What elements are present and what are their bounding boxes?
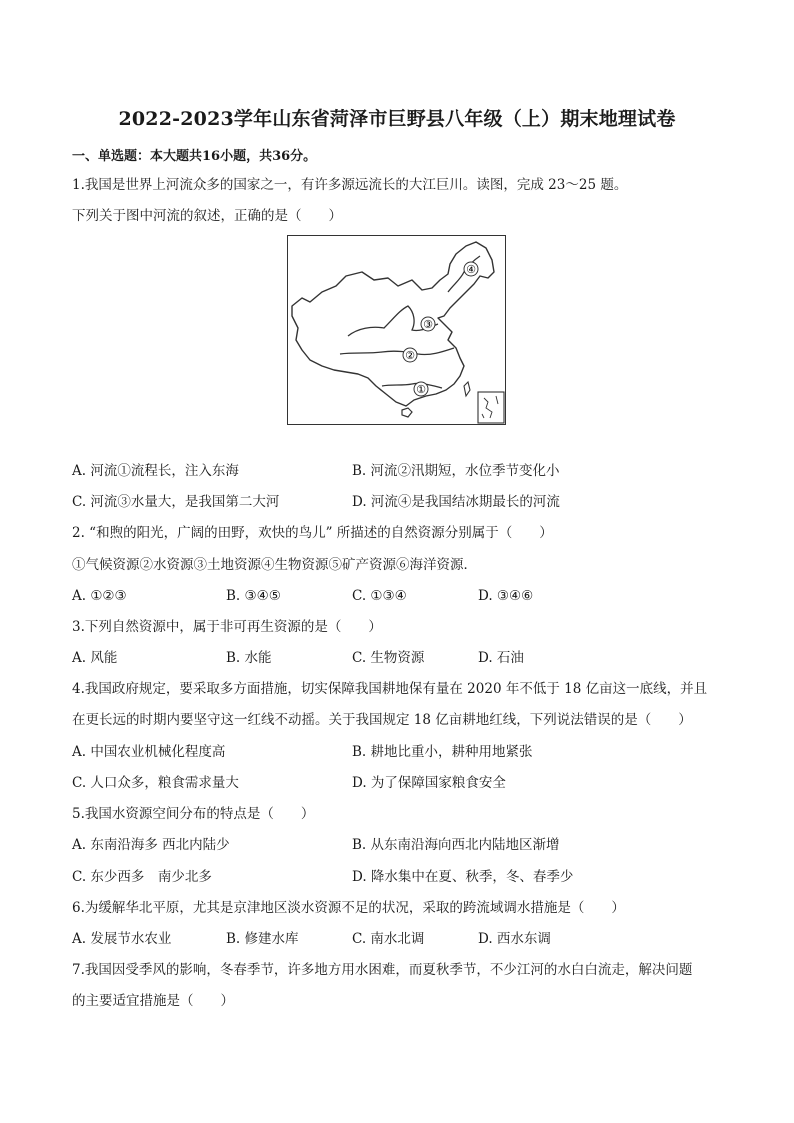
q5-option-a: A. 东南沿海多 西北内陆少 xyxy=(72,837,230,853)
q4-option-d: D. 为了保障国家粮食安全 xyxy=(352,775,506,791)
q1-option-a: A. 河流①流程长，注入东海 xyxy=(72,463,239,479)
q4-option-b: B. 耕地比重小，耕种用地紧张 xyxy=(352,744,533,760)
map-label-2: ② xyxy=(405,349,415,362)
q2-option-d: D. ③④⑥ xyxy=(478,588,534,604)
q1-option-c: C. 河流③水量大，是我国第二大河 xyxy=(72,494,280,510)
q7-stem-line2: 的主要适宜措施是（ ） xyxy=(72,993,234,1009)
q1-option-b: B. 河流②汛期短，水位季节变化小 xyxy=(352,463,560,479)
china-outline-map xyxy=(288,236,505,424)
q4-stem-line1: 4.我国政府规定，要采取多方面措施，切实保障我国耕地保有量在 2020 年不低于 18 亿亩这一底线，并且 xyxy=(72,681,708,697)
q4-stem-line2: 在更长远的时期内要坚守这一红线不动摇。关于我国规定 18 亿亩耕地红线，下列说法错误的是（ ） xyxy=(72,712,692,728)
q6-option-b: B. 修建水库 xyxy=(226,931,299,947)
q6-stem: 6.为缓解华北平原，尤其是京津地区淡水资源不足的状况，采取的跨流域调水措施是（ ） xyxy=(72,900,625,916)
china-river-map xyxy=(287,235,506,425)
q2-stem-line1: 2. “和煦的阳光，广阔的田野，欢快的鸟儿” 所描述的自然资源分别属于（ ） xyxy=(72,525,553,541)
q1-option-d: D. 河流④是我国结冰期最长的河流 xyxy=(352,494,560,510)
map-label-4: ④ xyxy=(466,263,476,276)
q1-stem-line1: 1.我国是世界上河流众多的国家之一，有许多源远流长的大江巨川。读图，完成 23～25 题。 xyxy=(72,177,628,193)
section-heading: 一、单选题：本大题共16小题，共36分。 xyxy=(72,149,317,164)
exam-title: 2022-2023学年山东省菏泽市巨野县八年级（上）期末地理试卷 xyxy=(118,108,676,130)
q2-option-c: C. ①③④ xyxy=(352,588,407,604)
map-label-3: ③ xyxy=(423,318,433,331)
map-label-1: ① xyxy=(416,383,426,396)
q5-stem: 5.我国水资源空间分布的特点是（ ） xyxy=(72,806,315,822)
q1-stem-line2: 下列关于图中河流的叙述，正确的是（ ） xyxy=(72,208,342,224)
q5-option-b: B. 从东南沿海向西北内陆地区渐增 xyxy=(352,837,560,853)
q6-option-d: D. 西水东调 xyxy=(478,931,551,947)
q2-option-b: B. ③④⑤ xyxy=(226,588,281,604)
q3-option-a: A. 风能 xyxy=(72,650,118,666)
q4-option-a: A. 中国农业机械化程度高 xyxy=(72,744,226,760)
q4-option-c: C. 人口众多，粮食需求量大 xyxy=(72,775,239,791)
q3-option-c: C. 生物资源 xyxy=(352,650,425,666)
q3-option-d: D. 石油 xyxy=(478,650,524,666)
q6-option-a: A. 发展节水农业 xyxy=(72,931,172,947)
q5-option-c: C. 东少西多 南少北多 xyxy=(72,869,212,885)
q3-stem: 3.下列自然资源中，属于非可再生资源的是（ ） xyxy=(72,619,382,635)
q2-stem-line2: ①气候资源②水资源③土地资源④生物资源⑤矿产资源⑥海洋资源． xyxy=(72,557,477,573)
q3-option-b: B. 水能 xyxy=(226,650,272,666)
q7-stem-line1: 7.我国因受季风的影响，冬春季节，许多地方用水困难，而夏秋季节，不少江河的水白白流走，解决问题 xyxy=(72,962,693,978)
q5-option-d: D. 降水集中在夏、秋季，冬、春季少 xyxy=(352,869,574,885)
q2-option-a: A. ①②③ xyxy=(72,588,127,604)
q6-option-c: C. 南水北调 xyxy=(352,931,425,947)
